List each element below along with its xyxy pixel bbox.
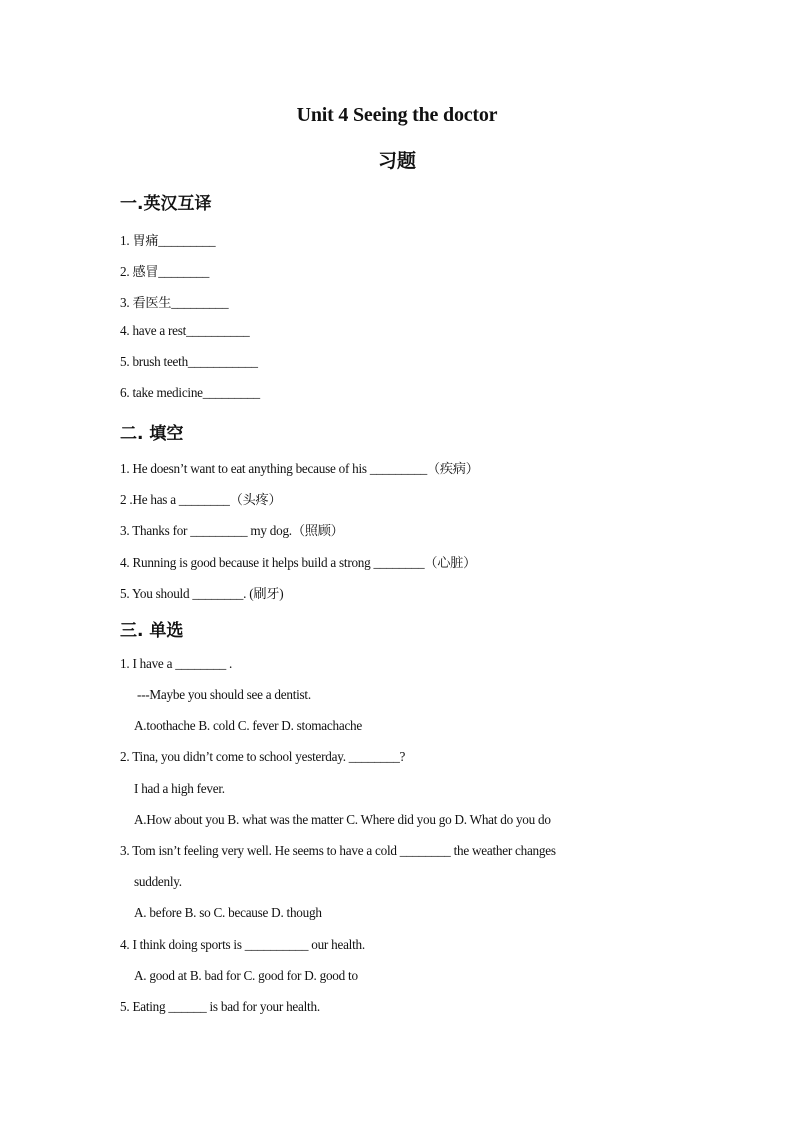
question-line: 3. Tom isn’t feeling very well. He seems to have a cold ________ the weather changes bbox=[120, 843, 556, 858]
exercise-line: 3. Thanks for _________ my dog.（照顾） bbox=[120, 523, 344, 538]
answer-options: A.toothache B. cold C. fever D. stomachache bbox=[134, 718, 363, 733]
section-heading-fill-in: 二. 填空 bbox=[120, 424, 184, 444]
page-subtitle: 习题 bbox=[377, 150, 416, 172]
exercise-line: 5. You should ________. (刷牙) bbox=[120, 586, 284, 601]
question-line: 2. Tina, you didn’t come to school yesterday. ________? bbox=[120, 749, 406, 764]
question-line: ---Maybe you should see a dentist. bbox=[137, 687, 311, 702]
exercise-line: 1. He doesn’t want to eat anything because of his _________（疾病） bbox=[120, 461, 479, 476]
question-line: 4. I think doing sports is __________ our health. bbox=[120, 937, 365, 952]
question-line: I had a high fever. bbox=[134, 781, 225, 796]
question-line: 5. Eating ______ is bad for your health. bbox=[120, 999, 320, 1014]
exercise-line: 5. brush teeth___________ bbox=[120, 354, 258, 369]
page-title: Unit 4 Seeing the doctor bbox=[296, 104, 498, 126]
question-line: suddenly. bbox=[134, 874, 182, 889]
question-line: 1. I have a ________ . bbox=[120, 656, 233, 671]
exercise-line: 1. 胃痛_________ bbox=[120, 233, 216, 248]
answer-options: A. good at B. bad for C. good for D. good to bbox=[134, 968, 358, 983]
exercise-line: 4. Running is good because it helps build a strong ________（心脏） bbox=[120, 555, 477, 570]
exercise-line: 6. take medicine_________ bbox=[120, 385, 260, 400]
answer-options: A. before B. so C. because D. though bbox=[134, 905, 322, 920]
exercise-line: 2. 感冒________ bbox=[120, 264, 210, 279]
exercise-line: 3. 看医生_________ bbox=[120, 295, 229, 310]
exercise-line: 2 .He has a ________（头疼） bbox=[120, 492, 282, 507]
answer-options: A.How about you B. what was the matter C. Where did you go D. What do you do bbox=[134, 812, 551, 827]
section-heading-translation: 一.英汉互译 bbox=[120, 194, 212, 214]
exercise-line: 4. have a rest__________ bbox=[120, 323, 250, 338]
section-heading-multiple-choice: 三. 单选 bbox=[120, 621, 184, 641]
